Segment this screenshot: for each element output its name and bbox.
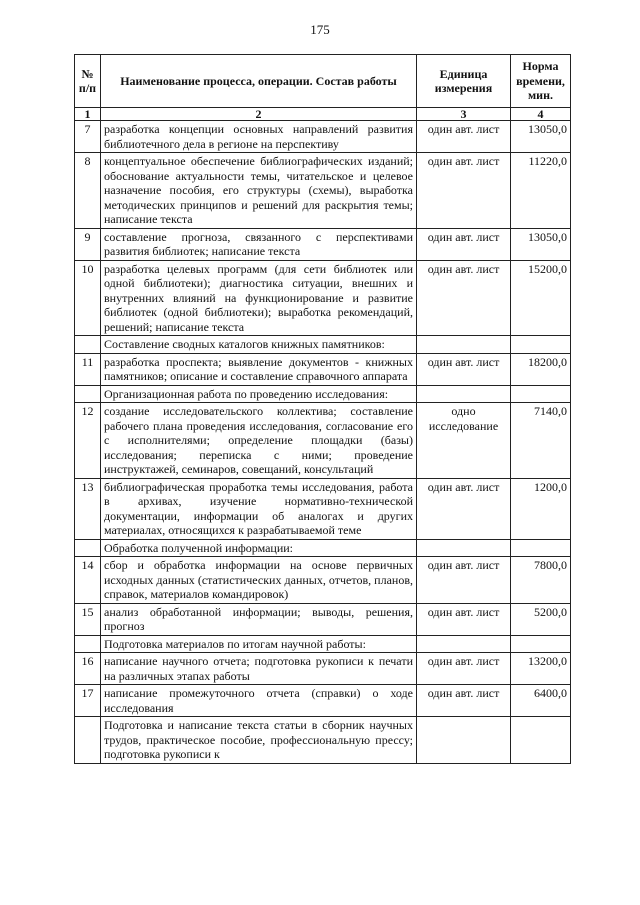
row-description: разработка концепции основных направлений развития библиотечного дела в регионе на перспективу xyxy=(101,121,417,153)
row-unit: одно исследование xyxy=(417,403,511,479)
row-description: составление прогноза, связанного с перспективами развития библиотек; написание текста xyxy=(101,228,417,260)
section-row xyxy=(75,385,571,403)
row-unit: один авт. лист xyxy=(417,685,511,717)
row-description: создание исследовательского коллектива; составление рабочего плана проведения исследования, согласование его с исполнителями; определение площадки (базы) исследования; переписка с ними; проведение инструктажей, семинаров, совещаний, консультаций xyxy=(101,403,417,479)
row-number: 16 xyxy=(75,653,101,685)
header-name: Наименование процесса, операции. Состав работы xyxy=(101,55,417,108)
column-index-row xyxy=(75,108,571,121)
section-row xyxy=(75,539,571,557)
row-description: библиографическая проработка темы исследования, работа в архивах, изучение нормативно-технической документации, информации об аналогах и других материалах, относящихся к разрабатываемой теме xyxy=(101,478,417,539)
row-number: 10 xyxy=(75,260,101,336)
section-unit-cell xyxy=(417,336,511,354)
section-norm-cell xyxy=(511,717,571,764)
section-number-cell xyxy=(75,635,101,653)
row-norm: 13050,0 xyxy=(511,121,571,153)
row-norm: 7140,0 xyxy=(511,403,571,479)
row-norm: 5200,0 xyxy=(511,603,571,635)
row-unit: один авт. лист xyxy=(417,353,511,385)
row-unit: один авт. лист xyxy=(417,653,511,685)
row-number: 12 xyxy=(75,403,101,479)
table-row xyxy=(75,153,571,229)
row-description: концептуальное обеспечение библиографических изданий; обоснование актуальности темы, читательское и целевое назначение пособия, его структуры (схемы), выработка методических принципов и решений для раскрытия темы; написание текста xyxy=(101,153,417,229)
section-number-cell xyxy=(75,539,101,557)
table-row xyxy=(75,403,571,479)
row-description: разработка проспекта; выявление документов - книжных памятников; описание и составление справочного аппарата xyxy=(101,353,417,385)
row-description: написание научного отчета; подготовка рукописи к печати на различных этапах работы xyxy=(101,653,417,685)
section-number-cell xyxy=(75,717,101,764)
row-unit: один авт. лист xyxy=(417,603,511,635)
row-description: написание промежуточного отчета (справки) о ходе исследования xyxy=(101,685,417,717)
section-norm-cell xyxy=(511,336,571,354)
row-unit: один авт. лист xyxy=(417,121,511,153)
section-title: Подготовка материалов по итогам научной работы: xyxy=(101,635,417,653)
row-description: разработка целевых программ (для сети библиотек или одной библиотеки); диагностика ситуации, внешних и внутренних влияний на функционирование и развитие библиотек (одной библиотеки); выработка рекомендаций, решений; написание текста xyxy=(101,260,417,336)
section-title: Составление сводных каталогов книжных памятников: xyxy=(101,336,417,354)
row-description: анализ обработанной информации; выводы, решения, прогноз xyxy=(101,603,417,635)
table-row xyxy=(75,228,571,260)
row-norm: 11220,0 xyxy=(511,153,571,229)
table-row xyxy=(75,603,571,635)
table-row xyxy=(75,260,571,336)
table-row xyxy=(75,478,571,539)
section-norm-cell xyxy=(511,635,571,653)
row-number: 9 xyxy=(75,228,101,260)
section-norm-cell xyxy=(511,385,571,403)
section-number-cell xyxy=(75,336,101,354)
row-number: 15 xyxy=(75,603,101,635)
row-norm: 18200,0 xyxy=(511,353,571,385)
header-norm: Норма времени, мин. xyxy=(511,55,571,108)
row-norm: 13200,0 xyxy=(511,653,571,685)
row-norm: 13050,0 xyxy=(511,228,571,260)
table-row xyxy=(75,685,571,717)
column-index-2: 2 xyxy=(101,108,417,121)
page-number: 175 xyxy=(310,22,330,37)
section-row xyxy=(75,717,571,764)
column-index-4: 4 xyxy=(511,108,571,121)
norms-table xyxy=(74,54,571,764)
table-row xyxy=(75,653,571,685)
column-index-3: 3 xyxy=(417,108,511,121)
row-number: 17 xyxy=(75,685,101,717)
section-row xyxy=(75,635,571,653)
row-unit: один авт. лист xyxy=(417,228,511,260)
row-number: 7 xyxy=(75,121,101,153)
section-unit-cell xyxy=(417,717,511,764)
row-number: 13 xyxy=(75,478,101,539)
section-title: Организационная работа по проведению исследования: xyxy=(101,385,417,403)
row-description: сбор и обработка информации на основе первичных исходных данных (статистических данных, отчетов, планов, справок, материалов командировок) xyxy=(101,557,417,604)
table-row xyxy=(75,353,571,385)
row-norm: 6400,0 xyxy=(511,685,571,717)
row-norm: 15200,0 xyxy=(511,260,571,336)
table-row xyxy=(75,557,571,604)
row-unit: один авт. лист xyxy=(417,478,511,539)
row-number: 8 xyxy=(75,153,101,229)
header-row xyxy=(75,55,571,108)
row-unit: один авт. лист xyxy=(417,557,511,604)
row-number: 14 xyxy=(75,557,101,604)
column-index-1: 1 xyxy=(75,108,101,121)
section-title: Обработка полученной информации: xyxy=(101,539,417,557)
table-row xyxy=(75,121,571,153)
header-number: № п/п xyxy=(75,55,101,108)
header-unit: Единица измерения xyxy=(417,55,511,108)
row-unit: один авт. лист xyxy=(417,153,511,229)
section-unit-cell xyxy=(417,635,511,653)
row-norm: 1200,0 xyxy=(511,478,571,539)
section-unit-cell xyxy=(417,539,511,557)
section-norm-cell xyxy=(511,539,571,557)
section-title: Подготовка и написание текста статьи в сборник научных трудов, практическое пособие, профессиональную прессу; подготовка рукописи к xyxy=(101,717,417,764)
table-body xyxy=(75,121,571,764)
row-number: 11 xyxy=(75,353,101,385)
section-unit-cell xyxy=(417,385,511,403)
section-row xyxy=(75,336,571,354)
row-unit: один авт. лист xyxy=(417,260,511,336)
row-norm: 7800,0 xyxy=(511,557,571,604)
section-number-cell xyxy=(75,385,101,403)
